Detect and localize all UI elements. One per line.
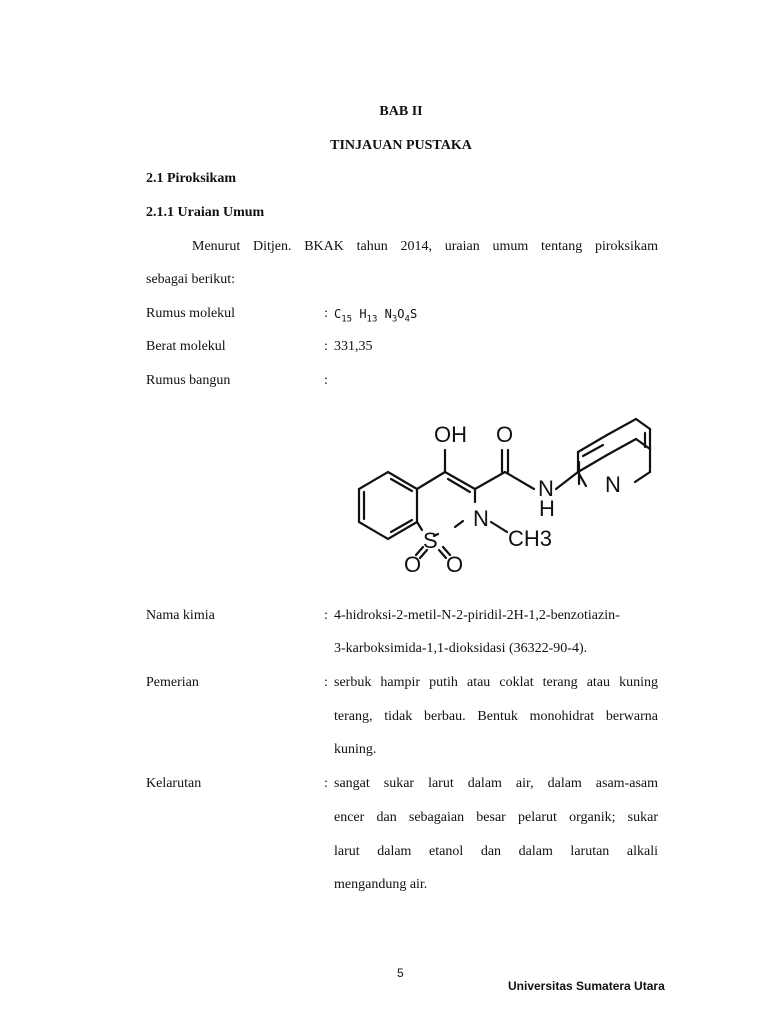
- colon: :: [324, 339, 328, 354]
- sulfonyl-o-right-label: O: [446, 552, 464, 577]
- kelarutan-label: Kelarutan: [146, 776, 202, 791]
- rumus-bangun-label: Rumus bangun: [146, 373, 231, 388]
- berat-molekul-value: 331,35: [334, 339, 373, 354]
- sulfonyl-o-left-label: O: [404, 552, 422, 577]
- pemerian-line-1: serbuk hampir putih atau coklat terang atau kuning: [334, 675, 658, 690]
- oh-label: OH: [434, 422, 467, 447]
- colon: :: [324, 608, 328, 623]
- pemerian-label: Pemerian: [146, 675, 199, 690]
- nama-kimia-line-2: 3-karboksimida-1,1-dioksidasi (36322-90-4).: [334, 641, 588, 656]
- amide-n-label: N: [538, 476, 554, 501]
- kelarutan-line-4: mengandung air.: [334, 877, 428, 892]
- chapter-title: TINJAUAN PUSTAKA: [330, 138, 472, 153]
- section-heading: 2.1 Piroksikam: [146, 171, 236, 186]
- sulfur-label: S: [423, 528, 438, 553]
- pemerian-line-2: terang, tidak berbau. Bentuk monohidrat berwarna: [334, 709, 658, 724]
- page-number: 5: [397, 966, 404, 980]
- rumus-molekul-value: $C_{15}$ $H_{13}$ $N_3O_4S$: [334, 307, 418, 325]
- intro-line-2: sebagai berikut:: [146, 272, 236, 287]
- ring-n-label: N: [473, 506, 489, 531]
- colon: :: [324, 373, 328, 388]
- intro-line-1: Menurut Ditjen. BKAK tahun 2014, uraian umum tentang piroksikam: [192, 239, 658, 254]
- berat-molekul-label: Berat molekul: [146, 339, 226, 354]
- colon: :: [324, 776, 328, 791]
- kelarutan-line-2: encer dan sebagaian besar pelarut organik; sukar: [334, 810, 658, 825]
- methyl-label: CH3: [508, 526, 553, 551]
- pemerian-line-3: kuning.: [334, 742, 377, 757]
- kelarutan-line-3: larut dalam etanol dan dalam larutan alkali: [334, 844, 658, 859]
- colon: :: [324, 306, 328, 321]
- rumus-molekul-label: Rumus molekul: [146, 306, 236, 321]
- nama-kimia-line-1: 4-hidroksi-2-metil-N-2-piridil-2H-1,2-benzotiazin-: [334, 608, 620, 623]
- kelarutan-line-1: sangat sukar larut dalam air, dalam asam-asam: [334, 776, 658, 791]
- amide-h-label: H: [539, 496, 555, 521]
- carbonyl-o-label: O: [496, 422, 514, 447]
- nama-kimia-label: Nama kimia: [146, 608, 215, 623]
- colon: :: [324, 675, 328, 690]
- institution-footer: Universitas Sumatera Utara: [508, 979, 665, 993]
- subsection-heading: 2.1.1 Uraian Umum: [146, 205, 265, 220]
- chapter-heading: BAB II: [379, 104, 423, 119]
- piroxicam-structure: [330, 412, 670, 582]
- pyridine-n-label: N: [605, 472, 621, 497]
